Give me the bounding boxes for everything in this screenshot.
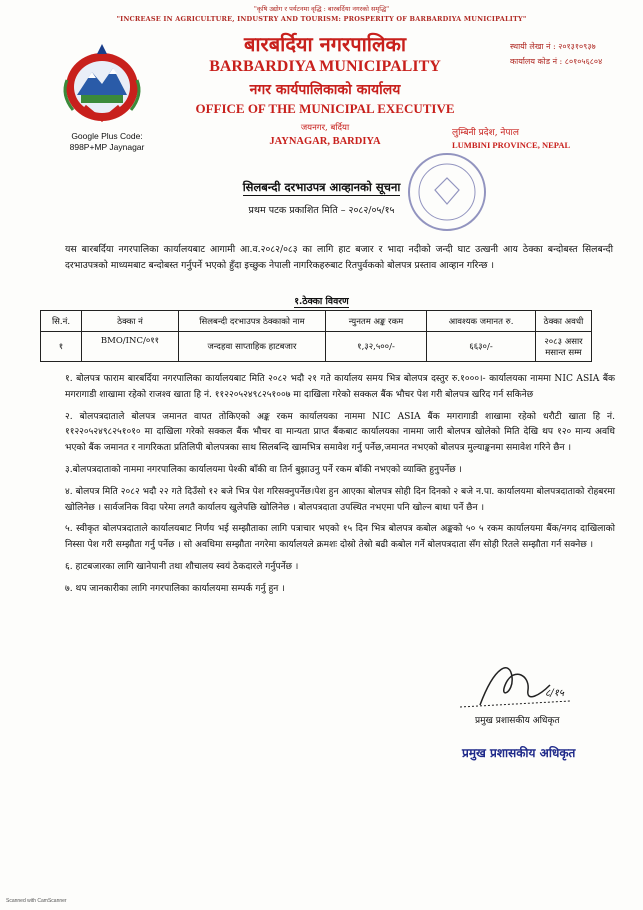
account-label: स्थायी लेखा नं — [510, 42, 551, 51]
condition-item: ७. थप जानकारीका लागि नगरपालिका कार्यालयमा सम्पर्क गर्नु हुन । — [65, 583, 285, 594]
motto-english: "INCREASE IN AGRICULTURE, INDUSTRY AND TOURISM: PROSPERITY OF BARBARDIYA MUNICIPALITY" — [116, 15, 527, 23]
condition-item: ४. बोलपत्र मिति २०८२ भदौ २२ गते दिउँसो १२ बजे भित्र पेश गरिसक्नुपर्नेछ।पेश हुन आएका बोलपत्र सोही दिन दिनको २ बजे न.पा. कार्यालयमा बोलपत्रदाताको रोहबरमा खोलिनेछ । सार्वजनिक विदा परेमा लगतै कार्यालय खुलेपछि खोलिनेछ । बोलपत्रदाता उपस्थित नभएमा पनि खोल्न बाधा पर्ने छैन । — [65, 486, 615, 513]
cell-guarantee: ६६३०/- — [427, 332, 536, 362]
col-contract-no: ठेक्का नं — [82, 311, 179, 332]
designation-stamp: प्रमुख प्रशासकीय अधिकृत — [462, 746, 576, 760]
office-name-english: OFFICE OF THE MUNICIPAL EXECUTIVE — [195, 101, 455, 116]
table-caption: १.ठेक्का विवरण — [294, 296, 349, 307]
col-duration: ठेक्का अवधी — [536, 311, 592, 332]
contract-table — [40, 310, 592, 362]
office-name-nepali: नगर कार्यपालिकाको कार्यालय — [249, 82, 401, 98]
province-nepali: लुम्बिनी प्रदेश, नेपाल — [452, 128, 519, 138]
motto-nepali: "कृषि उद्योग र पर्यटनमा वृद्धि : बारबर्दिया नगरको समृद्धि" — [253, 5, 390, 13]
google-plus-code-label: Google Plus Code: — [71, 131, 143, 141]
scanner-footer: Scanned with CamScanner — [6, 898, 67, 904]
cell-min-amount: १,३२,५००/- — [326, 332, 427, 362]
cell-contract-name: जन्दहवा साप्ताहिक हाटबजार — [179, 332, 326, 362]
notice-title: सिलबन्दी दरभाउपत्र आव्हानको सूचना — [242, 180, 401, 194]
municipality-emblem-icon — [55, 40, 150, 130]
col-min-amount: न्युनतम अङ्क रकम — [326, 311, 427, 332]
notice-intro: यस बारबर्दिया नगरपालिका कार्यालयबाट आगामी आ.व.२०८२/०८३ का लागि हाट बजार र भादा नदीको जन्दी घाट उत्खनी आय ठेक्का बन्दोबस्त सिलबन्दी दरभाउपत्रको माध्यमबाट बन्दोबस्त गर्नुपर्ने भएको हुँदा इच्छुक नेपाली नागरिकहरुबाट रितपुर्वकको बोलपत्र प्रस्ताव आव्हान गरिन्छ । — [65, 244, 613, 271]
col-contract-name: सिलबन्दी दरभाउपत्र ठेक्काको नाम — [179, 311, 326, 332]
condition-item: ६. हाटबजारका लागि खानेपानी तथा शौचालय स्वयं ठेकदारले गर्नुपर्नेछ । — [65, 561, 299, 572]
condition-item: १. बोलपत्र फाराम बारबर्दिया नगरपालिका कार्यालयबाट मिति २०८२ भदौ २१ गते कार्यालय समय भित्र बोलपत्र दस्तुर रु.१०००।- कार्यालयका नाममा NIC ASIA बैंक मगरागाडी शाखामा रहेको राजश्व खाता हि नं. ११२२०५२४९८२५१००७ मा दाखिला गरेको सक्कल बैंक भौचर पेश गरी बोलपत्र खरिद गर्न सकिनेछ — [65, 374, 615, 400]
condition-item: ५. स्वीकृत बोलपत्रदाताले कार्यालयबाट निर्णय भई सम्झौताका लागि पत्राचार भएको १५ दिन भित्र बोलपत्र कबोल अङ्कको ५० ५ रकम कार्यालयमा बैंक/नगद दाखिलाको निस्सा पेश गरी सम्झौता गर्नु पर्नेछ । सो अवधिमा सम्झौता नगरेमा कार्यालयले क्रमशः दोस्रो तेस्रो बढी कबोल गर्ने बोलपत्रदाता सँग सोही रितले सम्झौता गर्न सक्नेछ । — [65, 524, 615, 551]
table-header-row — [41, 311, 592, 332]
office-codes: स्थायी लेखा नं : २०१३१०९३७ कार्यालय कोड नं : ८०१०५६८०४ — [510, 42, 603, 66]
location-nepali: जयनगर, बर्दिया — [300, 123, 350, 133]
office-code-value: ८०१०५६८०४ — [564, 57, 603, 66]
cell-contract-no: BMO/INC/०११ — [82, 332, 179, 362]
col-serial: सि.नं. — [41, 311, 82, 332]
office-code-label: कार्यालय कोड नं — [510, 57, 558, 66]
published-date: प्रथम पटक प्रकाशित मिति – २०८२/०५/१५ — [248, 205, 395, 216]
signature-icon — [440, 655, 590, 715]
google-plus-code-value: 898P+MP Jaynagar — [69, 142, 145, 152]
municipality-name-nepali: बारबर्दिया नगरपालिका — [243, 32, 407, 56]
col-guarantee: आवश्यक जमानत रु. — [427, 311, 536, 332]
conditions-list — [65, 372, 615, 604]
cell-serial: १ — [41, 332, 82, 362]
table-row — [41, 332, 592, 362]
account-value: २०१३१०९३७ — [558, 42, 596, 51]
location-english: JAYNAGAR, BARDIYA — [269, 136, 381, 147]
signature-date: ८/१५ — [545, 688, 564, 699]
condition-item: २. बोलपत्रदाताले बोलपत्र जमानत वापत तोकिएको अङ्क रकम कार्यालयका नाममा NIC ASIA बैंक मगरागाडी शाखामा रहेको धरौटी खाता हि नं. ११२२०५२४९८२५१०१० मा दाखिला गरेको सक्कल बैंक भौचर वा मान्यता प्राप्त बैंकबाट कार्यालयका नाममा जारी बोलपत्र खोलेको मिति देखि थप १२० मान्य अवधि भएको बैंक जमानत र नागरिकता प्रतिलिपी बोलपत्रका साथ सिलबन्दि खामभित्र समावेश गर्नु पर्नेछ,जमानत नभएको बोलपत्र मुल्याङ्कनमा समावेश गरिने छैन । — [65, 411, 615, 454]
municipality-name-english: BARBARDIYA MUNICIPALITY — [209, 58, 441, 75]
designation-text: प्रमुख प्रशासकीय अधिकृत — [475, 716, 560, 726]
cell-duration: २०८३ असार मसान्त सम्म — [536, 332, 592, 362]
province-english: LUMBINI PROVINCE, NEPAL — [452, 140, 571, 150]
condition-item: ३.बोलपत्रदाताको नाममा नगरपालिका कार्यालयमा पेश्की बाँकी वा तिर्न बुझाउनु पर्ने रकम बाँकी नभएको व्याक्ति हुनुपर्नेछ । — [65, 464, 463, 475]
google-plus-code — [52, 131, 162, 153]
